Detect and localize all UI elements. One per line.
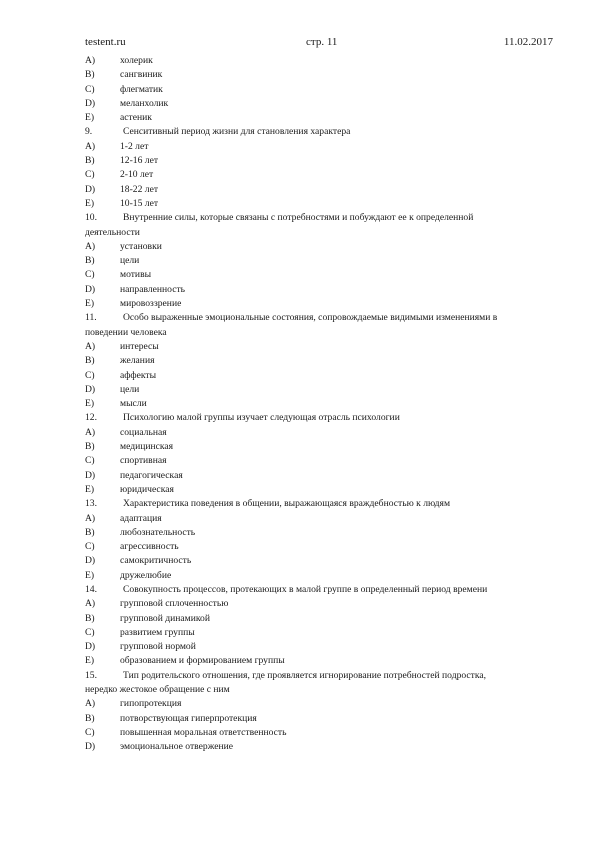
option-text: юридическая <box>120 483 174 495</box>
answer-option <box>85 569 535 583</box>
answer-option <box>85 268 535 282</box>
option-letter: A) <box>85 340 96 352</box>
option-text: групповой нормой <box>120 641 196 653</box>
answer-option <box>85 626 535 640</box>
answer-option <box>85 183 535 197</box>
header-date: 11.02.2017 <box>503 36 553 48</box>
option-text: самокритичность <box>120 555 192 567</box>
answer-option <box>85 454 535 468</box>
option-text: интересы <box>120 340 159 352</box>
option-letter: E) <box>85 398 95 410</box>
option-letter: C) <box>85 541 95 553</box>
question <box>85 411 535 425</box>
option-text: развитием группы <box>120 626 195 638</box>
answer-option <box>85 526 535 540</box>
answer-option <box>85 612 535 626</box>
option-letter: B) <box>85 155 95 167</box>
option-text: дружелюбие <box>120 569 172 581</box>
option-letter: C) <box>85 269 95 281</box>
answer-option <box>85 554 535 568</box>
option-letter: B) <box>85 69 95 81</box>
option-text: астеник <box>120 112 152 124</box>
question <box>85 211 535 240</box>
answer-option <box>85 197 535 211</box>
answer-option <box>85 354 535 368</box>
answer-option <box>85 68 535 82</box>
option-letter: D) <box>85 383 96 395</box>
answer-option <box>85 640 535 654</box>
question-number: 10. <box>85 212 97 224</box>
answer-option <box>85 340 535 354</box>
option-text: 10-15 лет <box>120 197 159 209</box>
answer-option <box>85 654 535 668</box>
question <box>85 497 535 511</box>
option-letter: E) <box>85 112 95 124</box>
option-letter: A) <box>85 55 96 66</box>
answer-option <box>85 512 535 526</box>
option-letter: B) <box>85 255 95 267</box>
option-letter: D) <box>85 283 96 295</box>
answer-option <box>85 54 535 68</box>
option-letter: B) <box>85 355 95 367</box>
answer-option <box>85 140 535 154</box>
option-text: педагогическая <box>120 469 183 481</box>
question-text: Внутренние силы, которые связаны с потребностями и побуждают ее к определенной деятельности <box>85 212 474 238</box>
option-letter: A) <box>85 598 96 610</box>
option-text: мировоззрение <box>120 298 182 310</box>
option-text: меланхолик <box>120 97 169 109</box>
option-text: групповой сплоченностью <box>120 598 229 610</box>
answer-option <box>85 540 535 554</box>
option-text: сангвиник <box>120 69 163 81</box>
option-letter: A) <box>85 698 96 710</box>
option-letter: C) <box>85 169 95 181</box>
option-letter: A) <box>85 140 96 152</box>
question-text: Совокупность процессов, протекающих в малой группе в определенный период времени <box>123 583 488 595</box>
question-number: 9. <box>85 126 93 138</box>
question-text: Характеристика поведения в общении, выражающаяся враждебностью к людям <box>123 498 451 510</box>
answer-option <box>85 597 535 611</box>
question-text: Тип родительского отношения, где проявляется игнорирование потребностей подростка, нередко жестокое обращение с ним <box>85 669 487 696</box>
option-text: потворствующая гиперпротекция <box>120 712 257 724</box>
option-text: адаптация <box>120 512 162 524</box>
option-letter: C) <box>85 455 95 467</box>
question-text: Психологию малой группы изучает следующая отрасль психологии <box>123 412 400 424</box>
answer-option <box>85 154 535 168</box>
option-text: мысли <box>120 398 147 410</box>
option-text: агрессивность <box>120 541 179 553</box>
option-letter: B) <box>85 526 95 538</box>
option-text: цели <box>120 383 140 395</box>
option-text: установки <box>120 240 162 252</box>
option-letter: D) <box>85 97 96 109</box>
question-number: 13. <box>85 498 97 510</box>
option-letter: D) <box>85 641 96 653</box>
option-text: цели <box>120 255 140 267</box>
option-letter: E) <box>85 298 95 310</box>
option-letter: C) <box>85 726 95 738</box>
answer-option <box>85 426 535 440</box>
option-letter: C) <box>85 83 95 95</box>
answer-option <box>85 740 535 754</box>
option-text: любознательность <box>120 526 196 538</box>
option-text: желания <box>120 355 155 367</box>
question-text: Особо выраженные эмоциональные состояния, сопровождаемые видимыми изменениями в поведении человека <box>85 312 498 338</box>
test-content <box>85 54 535 755</box>
question-number: 11. <box>85 312 97 324</box>
answer-option <box>85 240 535 254</box>
option-text: направленность <box>120 283 186 295</box>
option-text: спортивная <box>120 455 167 467</box>
question <box>85 311 535 340</box>
option-letter: B) <box>85 612 95 624</box>
question-text: Сенситивный период жизни для становления характера <box>123 126 351 138</box>
option-letter: D) <box>85 741 96 753</box>
answer-option <box>85 726 535 740</box>
question-number: 14. <box>85 583 97 595</box>
option-letter: A) <box>85 240 96 252</box>
option-letter: D) <box>85 469 96 481</box>
header-page-number: стр. 11 <box>306 36 338 48</box>
option-text: повышенная моральная ответственность <box>120 726 287 738</box>
option-letter: B) <box>85 441 95 453</box>
answer-option <box>85 483 535 497</box>
question-number: 12. <box>85 412 97 424</box>
answer-option <box>85 111 535 125</box>
option-letter: B) <box>85 712 95 724</box>
answer-option <box>85 383 535 397</box>
answer-option <box>85 297 535 311</box>
page-header <box>85 36 553 50</box>
answer-option <box>85 168 535 182</box>
option-letter: C) <box>85 626 95 638</box>
option-letter: E) <box>85 197 95 209</box>
answer-option <box>85 83 535 97</box>
option-text: флегматик <box>120 83 163 95</box>
option-text: 1-2 лет <box>120 140 149 152</box>
option-letter: A) <box>85 512 96 524</box>
option-text: 2-10 лет <box>120 169 154 181</box>
answer-option <box>85 440 535 454</box>
option-letter: C) <box>85 369 95 381</box>
option-text: гипопротекция <box>120 698 182 710</box>
question <box>85 669 535 698</box>
option-letter: D) <box>85 555 96 567</box>
option-text: социальная <box>120 426 167 438</box>
answer-option <box>85 712 535 726</box>
option-text: 12-16 лет <box>120 155 159 167</box>
question <box>85 125 535 139</box>
option-text: образованием и формированием группы <box>120 655 285 667</box>
option-text: эмоциональное отвержение <box>120 741 233 753</box>
answer-option <box>85 254 535 268</box>
answer-option <box>85 369 535 383</box>
header-site: testent.ru <box>85 36 126 48</box>
question-number: 15. <box>85 669 97 681</box>
option-letter: E) <box>85 655 95 667</box>
option-letter: E) <box>85 569 95 581</box>
option-text: аффекты <box>120 369 157 381</box>
option-letter: A) <box>85 426 96 438</box>
option-text: 18-22 лет <box>120 183 159 195</box>
answer-option <box>85 283 535 297</box>
option-text: групповой динамикой <box>120 612 210 624</box>
option-letter: D) <box>85 183 96 195</box>
option-text: медицинская <box>120 441 174 453</box>
option-text: мотивы <box>120 269 152 281</box>
answer-option <box>85 697 535 711</box>
option-text: холерик <box>120 55 153 66</box>
option-letter: E) <box>85 483 95 495</box>
question <box>85 583 535 597</box>
answer-option <box>85 469 535 483</box>
answer-option <box>85 397 535 411</box>
answer-option <box>85 97 535 111</box>
